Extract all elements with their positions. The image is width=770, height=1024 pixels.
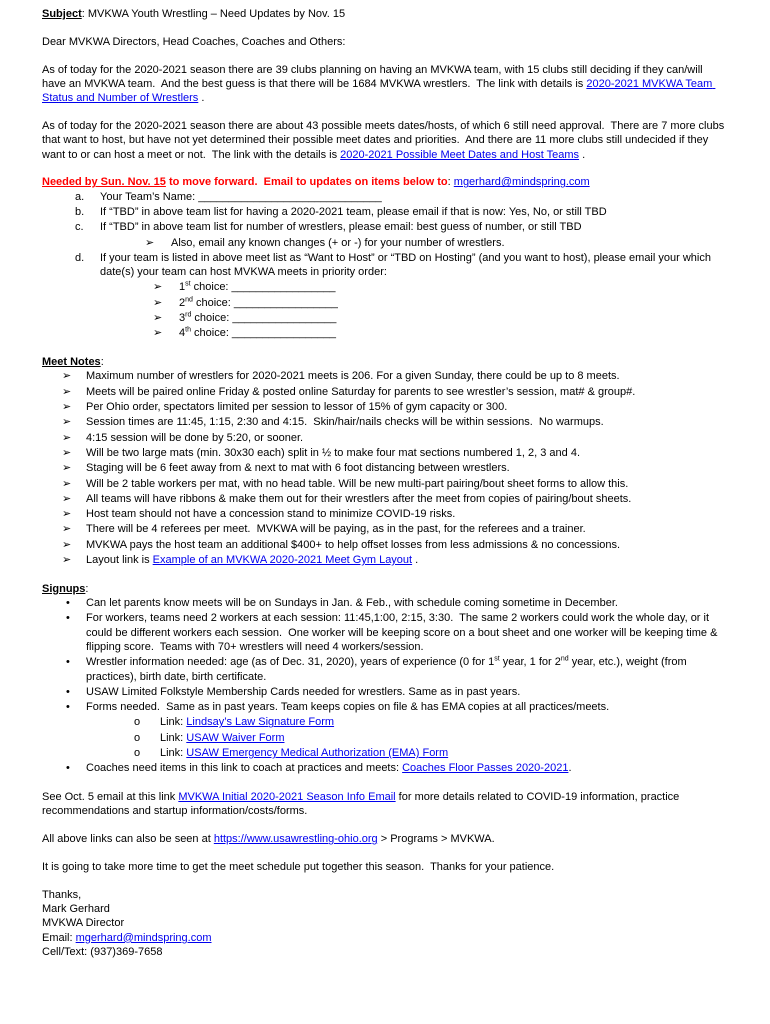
text-run: All teams will have ribbons & make them out for their wrestlers after the meet from copies of pairing/bout sheets. [86,492,632,505]
text-run: Session times are 11:45, 1:15, 2:30 and 4:15. Skin/hair/nails checks will be within sessions. No warmups. [86,416,604,429]
text-run: Can let parents know meets will be on Sundays in Jan. & Feb., with schedule coming sometime in December. [86,597,618,610]
text-run: . [568,762,572,775]
text-run: choice: _________________ [190,327,336,340]
arrow-bullet-icon: ➢ [62,446,72,459]
arrow-bullet-icon: ➢ [62,385,72,398]
list-marker: b. [75,205,85,218]
form-link-item [42,731,728,745]
subject-text: : MVKWA Youth Wrestling – Need Updates by Nov. 15 [81,8,346,20]
text-run: . [412,554,419,566]
choice-item-1 [42,280,728,294]
text-run: As of today for the 2020-2021 season there are 39 clubs planning on having an MVKWA team, with 15 clubs still deciding if they can/will have an MVKWA team. And the best guess is that there will be 1684 MVKWA wrestlers. The link with details is [42,63,706,90]
text-run: There will be 4 referees per meet. MVKWA will be paying, as in the past, for the referees and a trainer. [86,523,586,536]
arrow-bullet-icon: ➢ [153,281,163,294]
meet-note-item [42,400,728,414]
arrow-bullet-icon: ➢ [62,508,72,521]
text-run: All above links can also be seen at [42,833,214,846]
text-run: > Programs > MVKWA. [377,833,495,846]
dot-bullet-icon: • [66,762,70,775]
superscript: nd [185,296,193,304]
arrow-bullet-icon: ➢ [62,431,72,444]
paragraph-patience: It is going to take more time to get the meet schedule put together this season. Thanks for your patience. [42,861,555,874]
text-run: year, etc.), weight (from practices), birth date, birth certificate. [86,656,690,683]
arrow-bullet-icon: ➢ [62,492,72,505]
spacer [42,342,728,356]
superscript: st [494,655,500,663]
text-run: 1 [179,281,186,294]
signups-heading: Signups: [42,582,89,595]
text-run: Also, email any known changes (+ or -) for your number of wrestlers. [171,236,505,249]
text-run: If your team is listed in above meet list as “Want to Host” or “TBD on Hosting” (and you want to host), please email your which date(s) your team can host MVKWA meets in priority order: [100,251,715,279]
paragraph-meet-dates [42,119,728,162]
text-run: If “TBD” in above team list for having a 2020-2021 team, please email if that is now: Yes, No, or still TBD [100,205,607,218]
superscript: nd [560,655,569,663]
text-run: Per Ohio order, spectators limited per session to lessor of 15% of gym capacity or 300. [86,401,508,414]
circle-bullet-icon: o [134,716,141,729]
text-run: As of today for the 2020-2021 season there are about 43 possible meets dates/hosts, of which 6 still need approval. There are 7 more clubs that want to host, but have not yet determined their possible meet dates and priorities. And there are 11 more clubs still undecided if they want to or can host a meet or not. The link with the details is [42,119,728,161]
spacer [42,777,728,791]
text-run: USAW Limited Folkstyle Membership Cards needed for wrestlers. Same as in past years. [86,685,521,698]
superscript: rd [185,311,192,319]
text-run: Needed by Sun. Nov. 15 [42,176,166,189]
hyperlink[interactable]: https://www.usawrestling-ohio.org [213,833,378,846]
meet-note-item [42,415,728,429]
signature-block [42,888,728,959]
text-run: 2 [179,296,186,309]
dot-bullet-icon: • [66,701,70,714]
text-run: Meets will be paired online Friday & posted online Saturday for parents to see wrestler’s session, mat# & group#. [86,385,636,398]
form-link-item [42,715,728,729]
signup-item [42,596,728,610]
action-item-b [42,205,728,219]
paragraph-team-status [42,63,728,106]
text-run: Link: [160,716,187,729]
meet-note-item [42,538,728,552]
hyperlink[interactable]: MVKWA Initial 2020-2021 Season Info Email [178,791,396,804]
text-run: Will be two large mats (min. 30x30 each) split in ½ to make four mat sections numbered 1, 2, 3 and 4. [86,446,581,459]
alert-line [42,175,728,189]
hyperlink[interactable]: mgerhard@mindspring.com [75,931,212,944]
paragraph-oct5-email [42,790,728,819]
meet-note-item [42,461,728,475]
signup-item [42,655,728,684]
subject-line [42,7,728,21]
hyperlink[interactable]: USAW Emergency Medical Authorization (EMA) Form [186,747,449,760]
text-run: choice: _________________ [190,281,336,294]
action-item-a [42,190,728,204]
hyperlink[interactable]: USAW Waiver Form [186,731,285,744]
text-run: year, 1 for 2 [499,656,561,669]
arrow-bullet-icon: ➢ [62,462,72,475]
arrow-bullet-icon: ➢ [62,370,72,383]
text-run: choice: _________________ [191,312,337,325]
text-run: See Oct. 5 email at this link [42,791,179,804]
choice-item-3 [42,311,728,325]
list-marker: c. [75,221,84,234]
meet-note-item [42,446,728,460]
arrow-bullet-icon: ➢ [62,538,72,551]
action-item-c [42,220,728,234]
arrow-bullet-icon: ➢ [62,416,72,429]
circle-bullet-icon: o [134,747,141,760]
signup-item [42,685,728,699]
text-run: . [579,148,586,161]
text-run: Coaches need items in this link to coach at practices and meets: [86,762,403,775]
action-item-d [42,251,728,280]
circle-bullet-icon: o [134,731,141,744]
text-run: 4:15 session will be done by 5:20, or sooner. [86,431,304,444]
paragraph-all-links [42,832,728,846]
text-run: 3 [179,312,186,325]
text-run: Forms needed. Same as in past years. Team keeps copies on file & has EMA copies at all practices/meets. [86,701,610,714]
meet-notes-heading: Meet Notes: [42,356,104,369]
arrow-bullet-icon: ➢ [62,523,72,536]
signature-cell: Cell/Text: (937)369-7658 [42,946,163,959]
text-run: Maximum number of wrestlers for 2020-2021 meets is 206. For a given Sunday, there could be up to 8 meets. [86,370,620,383]
meet-note-item [42,492,728,506]
signup-item [42,611,728,654]
meet-note-item [42,477,728,491]
subject-label: Subject [42,8,82,20]
text-run: Link: [160,747,187,760]
text-run: MVKWA pays the host team an additional $400+ to help offset losses from less admissions & no concessions. [86,538,621,551]
text-run: Email: [42,931,76,944]
meet-notes-list [42,369,728,567]
arrow-bullet-icon: ➢ [153,327,163,340]
signature-name: Mark Gerhard [42,903,110,916]
signup-item [42,700,728,714]
text-run: Wrestler information needed: age (as of Dec. 31, 2020), years of experience (0 for 1 [86,656,495,669]
dot-bullet-icon: • [66,685,70,698]
text-run: For workers, teams need 2 workers at each session: 11:45,1:00, 2:15, 3:30. The same 2 workers could work the whole day, or it could be different workers each session. One worker will be keeping score on a bout sheet and one worker will be keeping time & flipping score. Teams with 70+ wrestlers will need 4 workers/session. [86,612,721,653]
meet-note-item [42,507,728,521]
text-run: choice: _________________ [192,296,338,309]
dot-bullet-icon: • [66,597,70,610]
choice-item-2 [42,296,728,310]
arrow-bullet-icon: ➢ [153,296,163,309]
text-run: for more details related to COVID-19 information, practice recommendations and startup information/costs/forms. [42,791,683,818]
list-marker: a. [75,190,85,203]
signature-title: MVKWA Director [42,917,125,930]
hyperlink[interactable]: Lindsay’s Law Signature Form [186,716,335,729]
hyperlink[interactable]: Coaches Floor Passes 2020-2021 [402,762,569,775]
hyperlink[interactable]: Example of an MVKWA 2020-2021 Meet Gym Layout [152,554,413,566]
text-run: : [447,176,454,189]
text-run: Your Team’s Name: ______________________________ [100,190,382,203]
superscript: st [185,280,191,288]
meet-note-item [42,553,728,567]
text-run: . [198,92,205,105]
hyperlink[interactable]: 2020-2021 Possible Meet Dates and Host Teams [340,148,580,161]
arrow-bullet-icon: ➢ [153,312,163,325]
choice-item-4 [42,326,728,340]
form-link-item [42,746,728,760]
superscript: th [185,326,191,334]
meet-note-item [42,385,728,399]
dot-bullet-icon: • [66,656,70,669]
signup-item-coaches [42,761,728,775]
hyperlink[interactable]: 2020-2021 MVKWA Team Status and Number of Wrestlers [42,77,716,105]
text-run: Layout link is [86,554,153,566]
text-run: Host team should not have a concession stand to minimize COVID-19 risks. [86,508,456,521]
signups-list [42,596,728,776]
arrow-bullet-icon: ➢ [62,477,72,490]
greeting: Dear MVKWA Directors, Head Coaches, Coaches and Others: [42,35,346,48]
meet-note-item [42,431,728,445]
text-run: 4 [179,327,186,340]
text-run: Link: [160,731,187,744]
signature-email-line [42,931,728,945]
list-marker: d. [75,251,85,264]
signature-thanks: Thanks, [42,888,82,901]
dot-bullet-icon: • [66,612,70,625]
meet-note-item [42,369,728,383]
hyperlink[interactable]: mgerhard@mindspring.com [453,176,590,189]
arrow-bullet-icon: ➢ [62,401,72,414]
text-run: Staging will be 6 feet away from & next to mat with 6 foot distancing between wrestlers. [86,462,510,475]
text-run: If “TBD” in above team list for number of wrestlers, please email: best guess of number, or still TBD [100,221,582,234]
meet-note-item [42,522,728,536]
arrow-bullet-icon: ➢ [145,236,155,249]
text-run: to move forward. Email to updates on items below to [165,176,448,189]
action-item-c-sub [42,236,728,250]
text-run: Will be 2 table workers per mat, with no head table. Will be new multi-part pairing/bout sheet forms to allow this. [86,477,629,490]
arrow-bullet-icon: ➢ [62,554,72,566]
spacer [42,568,728,582]
